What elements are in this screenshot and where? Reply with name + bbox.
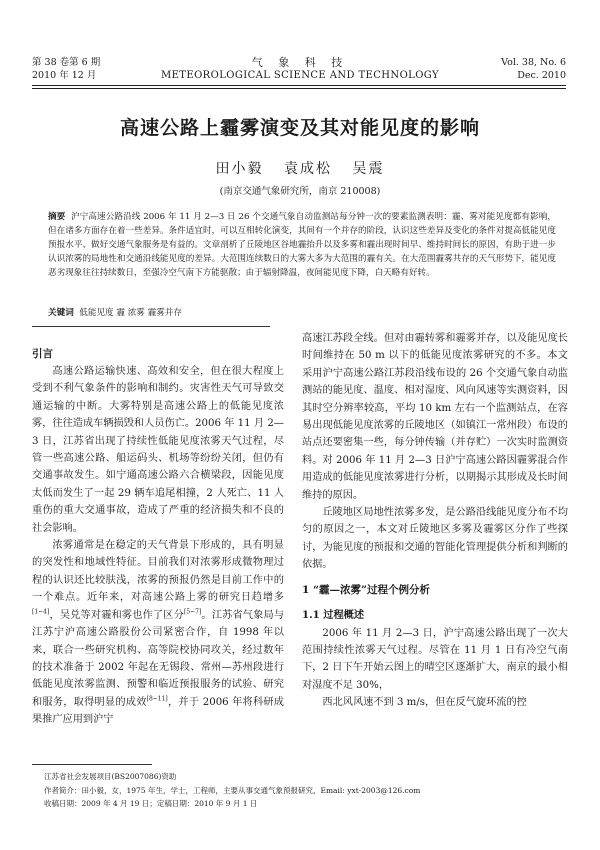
right-paragraph-1: 高速江苏段全线。但对由霾转雾和霾雾并存，以及能见度长时间维持在 50 m 以下的低能见度浓雾研究的不多。本文采用沪宁高速公路江苏段沿线布设的 26 个交通气象自动监测站的能见度、温度、相对湿度、风向风速等实测资料，因其时空分辨率较高，平均 10 km 左右一个监测站点，在容易出现低能见度浓雾的丘陵地区（如镇江一常州段）布设的站点还要密集一些，每分钟传输（并存贮）一次实时监测资料。对 2006 年 11 月 2—3 日沪宁高速公路因霾雾混合作用造成的低能见度浓雾进行分析，以期揭示其形成及长时间维持的原因。	[302, 333, 568, 501]
intro-paragraph-2: 浓雾通常是在稳定的天气背景下形成的，具有明显的突发性和地域性特征。目前我们对浓雾形成微物理过程的认识还比较肤浅，浓雾的预报仍然是目前工作中的一个难点。近年来，对高速公路上雾的研究日趋增多[1~4]，吴兑等对霾和雾也作了区分[5~7]。江苏省气象局与江苏宁沪高速公路股份公司紧密合作，自 1998 年以来，联合一些研究机构、高等院校协同攻关，经过数年的技术准备于 2002 年起在无锡段、常州—苏州段进行低能见度浓雾监测、预警和临近预报服务的试验、研究和服务，取得明显的成效[8~11]，并于 2006 年将科研成果推广应用到沪宁	[32, 540, 285, 726]
body-right-column	[302, 330, 568, 712]
abstract	[48, 210, 556, 280]
right-paragraph-4: 西北风风速不到 3 m/s，但在反气旋环流的控	[322, 697, 527, 709]
header-rule	[32, 85, 566, 86]
citation: [8~11]	[146, 695, 168, 703]
abstract-label: 摘要	[48, 212, 66, 222]
header-rule-thin	[32, 88, 566, 89]
footnote-author: 作者简介：田小毅，女，1975 年生，学士，工程师，主要从事交通气象预报研究，Email: yxt-2003@126.com	[44, 785, 421, 795]
journal-issue-info-en	[501, 56, 566, 82]
right-paragraph-2: 丘陵地区局地性浓雾多发，是公路沿线能见度分布不均匀的原因之一，本文对丘陵地区多雾及霾雾区分作了些探讨，为能见度的预报和交通的智能化管理提供分析和判断的依据。	[302, 507, 568, 571]
paper-title: 高速公路上霾雾演变及其对能见度的影响	[119, 117, 480, 139]
author-affiliation: (南京交通气象研究所，南京 210008)	[219, 186, 381, 197]
body-left-column	[32, 355, 284, 729]
citation: [1~4]	[32, 608, 50, 616]
journal-name-cn: 气 象 科 技	[251, 56, 349, 69]
footnote-fund: 江苏省社会发展项目(BS2007086)资助	[44, 772, 177, 781]
keywords-text: 低能见度 霾 浓雾 霾雾并存	[79, 308, 182, 318]
citation: [5~7]	[183, 608, 202, 616]
intro-paragraph-1: 高速公路运输快速、高效和安全，但在很大程度上受到不利气象条件的影响和制约。灾害性天气可导致交通运输的中断。大雾特别是高速公路上的低能见度浓雾，往往造成车辆损毁和人员伤亡。2006 年 11 月 2—3 日，江苏省出现了持续性低能见度浓雾天气过程，尽管一些高速公路、船运码头、机场等纷纷关闭，但仍有交通事故发生。如宁通高速公路六合横梁段，因能见度太低而发生了一起 29 辆车追尾相撞，2 人死亡、11 人重伤的重大交通事故，造成了严重的经济损失和不良的社会影响。	[32, 366, 284, 534]
date-cn: 2010 年 12 月	[32, 70, 97, 81]
subsection-heading-1-1: 1.1 过程概述	[302, 609, 365, 622]
keywords-label: 关键词	[48, 308, 74, 318]
abstract-text: 沪宁高速公路沿线 2006 年 11 月 2—3 日 26 个交通气象自动监测站每分钟一次的要素监测表明：霾、雾对能见度都有影响，但在诸多方面存在着一些差异。条件适宜时，可以互相转化演变，其间有一个并存的阶段，认识这些差异及变化的条件对提高低能见度预报水平、做好交通气象服务是有益的。文章剖析了丘陵地区谷地霾抬升以及多雾和霾出现时间早、维持时间长的原因，有助于进一步认识浓雾的局地性和交通沿线能见度的差异。大范围连续数日的大雾大多为大范围的霾有关。在大范围霾雾共存的天气形势下，能见度恶劣现象往往持续数日，至强冷空气南下方能驱散；由于辐射降温，夜间能见度下降，白天略有好转。	[48, 212, 556, 278]
section-heading-intro: 引言	[32, 348, 53, 360]
volume-en: Vol. 38, No. 6	[501, 57, 566, 68]
section-heading-1: 1 “霾—浓雾”过程个例分析	[302, 583, 431, 596]
volume-cn: 第 38 卷第 6 期	[32, 57, 101, 68]
paper-authors: 田小毅 袁成松 吴震	[215, 161, 385, 177]
journal-name-en: METEOROLOGICAL SCIENCE AND TECHNOLOGY	[160, 70, 440, 81]
footnotes	[44, 770, 564, 811]
abstract-divider	[32, 326, 270, 327]
footnote-rule	[32, 764, 152, 765]
date-en: Dec. 2010	[517, 70, 566, 81]
footnote-dates: 收稿日期：2009 年 4 月 19 日；定稿日期：2010 年 9 月 1 日	[44, 799, 258, 808]
right-paragraph-3: 2006 年 11 月 2—3 日，沪宁高速公路出现了一次大范围持续性浓雾天气过程。尽管在 11 月 1 日有冷空气南下，2 日下午开始云图上的晴空区逐渐扩大，南京的最小相对湿度不足 30%，	[302, 627, 568, 691]
keywords	[48, 306, 556, 320]
